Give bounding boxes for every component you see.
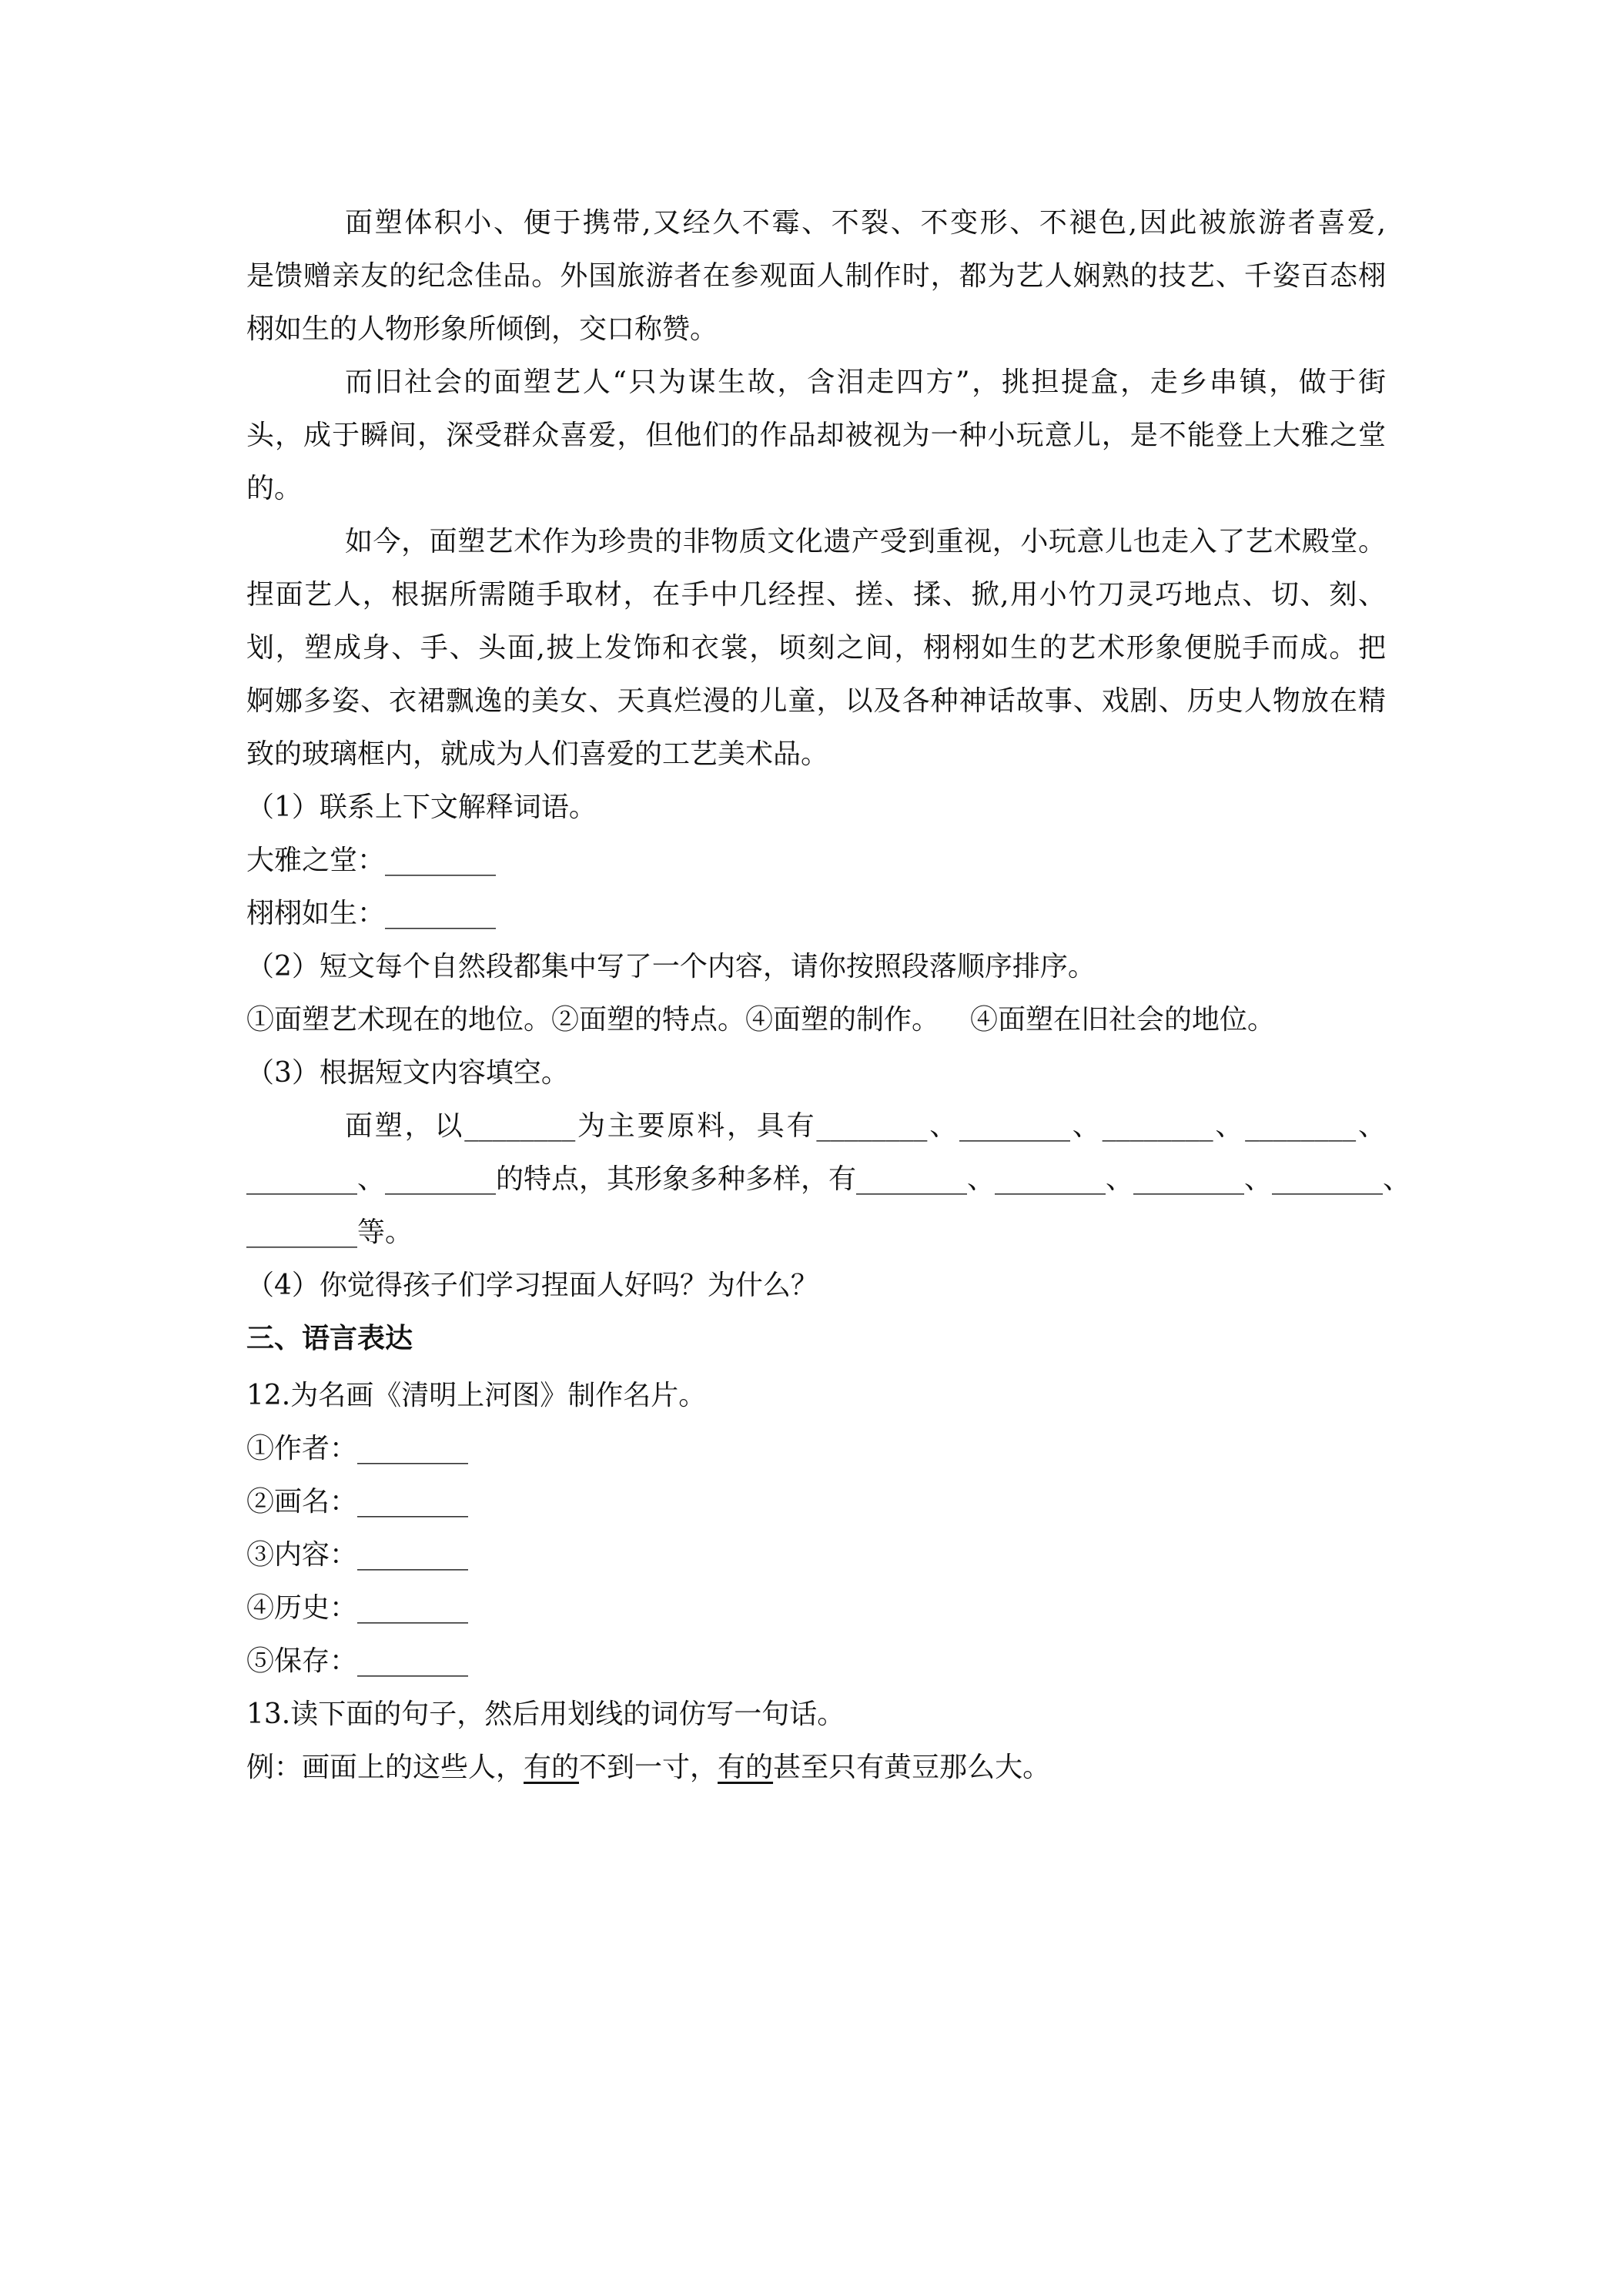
answer-blank-line: ①作者：________ [246,1433,469,1464]
example-text: 甚至只有黄豆那么大。 [773,1752,1051,1783]
answer-blank-line: ②画名：________ [246,1486,469,1518]
question-prompt: （2）短文每个自然段都集中写了一个内容，请你按照段落顺序排序。 [246,951,1096,982]
answer-blank-line: ⑤保存：________ [246,1645,469,1677]
answer-blank-line: ④历史：________ [246,1592,469,1624]
text-line: 婀娜多姿、衣裙飘逸的美女、天真烂漫的儿童，以及各种神话故事、戏剧、历史人物放在精 [246,685,1386,717]
page-content [246,196,1411,1794]
example-text: 不到一寸， [579,1752,718,1783]
paragraph-3 [246,515,1386,781]
text-line: 划，塑成身、手、头面,披上发饰和衣裳，顷刻之间，栩栩如生的艺术形象便脱手而成。把 [246,632,1386,664]
answer-blank-line: 大雅之堂：________ [246,845,497,876]
text-line: 的。 [246,473,303,504]
question-4 [246,1259,1386,1312]
section-heading: 三、语言表达 [246,1323,413,1354]
text-line: 栩如生的人物形象所倾倒，交口称赞。 [246,313,718,345]
underlined-word: 有的 [524,1752,580,1783]
answer-blank-line: ③内容：________ [246,1539,469,1571]
text-line: 头，成于瞬间，深受群众喜爱，但他们的作品却被视为一种小玩意儿，是不能登上大雅之堂 [246,420,1386,451]
question-2 [246,940,1386,1046]
paragraph-1 [246,196,1386,356]
question-prompt: 12.为名画《清明上河图》制作名片。 [246,1380,707,1411]
order-options-b: ④面塑在旧社会的地位。 [970,1004,1276,1036]
text-line: 致的玻璃框内，就成为人们喜爱的工艺美术品。 [246,738,829,770]
question-prompt: （1）联系上下文解释词语。 [246,792,597,823]
example-sentence [246,1741,1386,1794]
question-13 [246,1688,1386,1794]
text-line: 面塑体积小、便于携带,又经久不霉、不裂、不变形、不褪色,因此被旅游者喜爱, [345,207,1386,239]
question-12 [246,1369,1386,1688]
fill-blank-line: 面塑，以________为主要原料，具有________、________、________、________、 [345,1110,1386,1142]
paragraph-2 [246,356,1386,515]
order-options-a: ①面塑艺术现在的地位。②面塑的特点。④面塑的制作。 [246,1004,940,1036]
question-prompt: （3）根据短文内容填空。 [246,1057,569,1089]
question-1 [246,781,1386,940]
text-line: 捏面艺人，根据所需随手取材，在手中几经捏、搓、揉、掀,用小竹刀灵巧地点、切、刻、 [246,579,1386,611]
underlined-word: 有的 [718,1752,774,1783]
text-line: 是馈赠亲友的纪念佳品。外国旅游者在参观面人制作时，都为艺人娴熟的技艺、千姿百态栩 [246,260,1386,292]
question-prompt: 13.读下面的句子，然后用划线的词仿写一句话。 [246,1699,845,1730]
fill-blank-line: ________、________的特点，其形象多种多样，有________、________、________、________、 [246,1163,1411,1195]
question-prompt: （4）你觉得孩子们学习捏面人好吗？为什么？ [246,1270,818,1301]
example-text: 例：画面上的这些人， [246,1752,524,1783]
order-options [246,993,1386,1046]
question-3 [246,1046,1411,1259]
text-line: 如今，面塑艺术作为珍贵的非物质文化遗产受到重视，小玩意儿也走入了艺术殿堂。 [345,526,1386,557]
fill-blank-line: ________等。 [246,1217,413,1248]
text-line: 而旧社会的面塑艺人“只为谋生故，含泪走四方”，挑担提盒，走乡串镇，做于街 [345,366,1386,398]
answer-blank-line: 栩栩如生：________ [246,898,497,929]
